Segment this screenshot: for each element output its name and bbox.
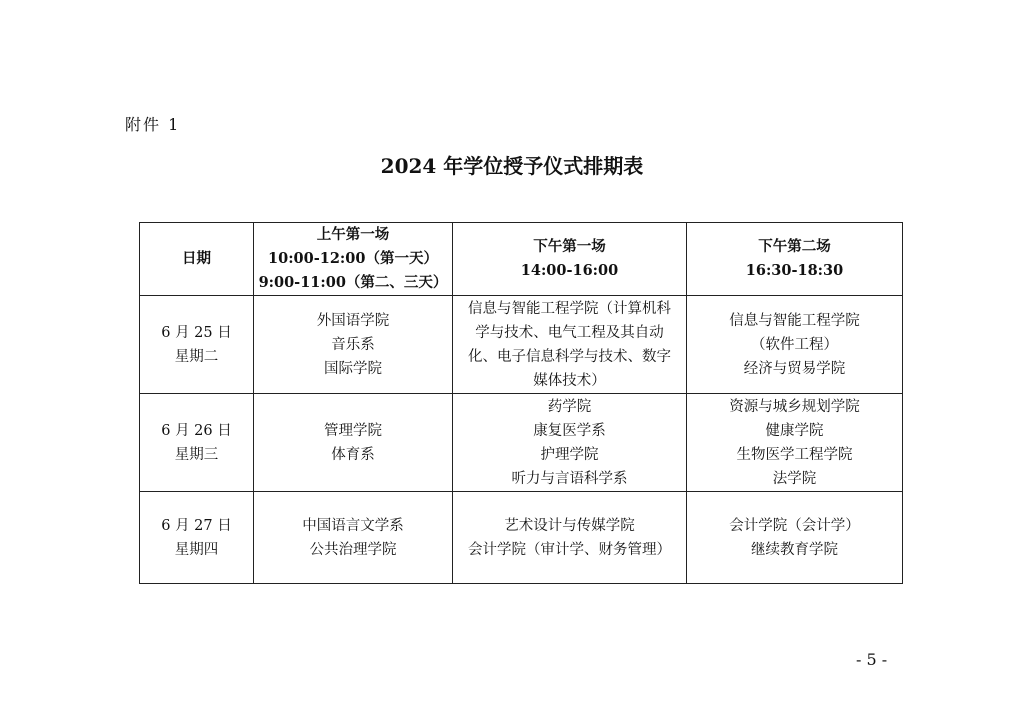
school-name: 外国语学院 xyxy=(316,312,390,329)
cell-afternoon1 xyxy=(453,492,687,584)
attachment-label: 附件 1 xyxy=(125,115,181,134)
school-name: 化、电子信息科学与技术、数字 xyxy=(468,348,671,365)
school-name: 音乐系 xyxy=(331,336,375,353)
date-text: 6 月 25 日 xyxy=(161,324,232,341)
header-afternoon2-time: 16:30-18:30 xyxy=(745,262,844,279)
cell-afternoon2 xyxy=(687,492,903,584)
date-text: 6 月 26 日 xyxy=(161,422,232,439)
document-title: 2024 年学位授予仪式排期表 xyxy=(380,154,644,178)
school-name: 会计学院（会计学） xyxy=(729,517,860,534)
school-name: 艺术设计与传媒学院 xyxy=(504,517,635,534)
school-name: 健康学院 xyxy=(765,422,824,439)
cell-morning xyxy=(254,394,453,492)
cell-afternoon2 xyxy=(687,394,903,492)
table-row xyxy=(140,296,903,394)
school-name: 信息与智能工程学院 xyxy=(729,312,860,329)
cell-morning xyxy=(254,296,453,394)
school-name: 信息与智能工程学院（计算机科 xyxy=(468,300,671,317)
header-afternoon2-title: 下午第二场 xyxy=(758,238,831,255)
header-date-label: 日期 xyxy=(182,250,211,267)
weekday-text: 星期三 xyxy=(174,446,219,463)
school-name: 药学院 xyxy=(547,398,592,415)
school-name: 康复医学系 xyxy=(533,422,606,439)
page-number: - 5 - xyxy=(856,650,888,669)
cell-morning xyxy=(254,492,453,584)
header-morning-time-day1: 10:00-12:00（第一天） xyxy=(268,250,438,267)
header-morning xyxy=(254,223,453,296)
date-text: 6 月 27 日 xyxy=(161,517,232,534)
cell-date xyxy=(140,492,254,584)
weekday-text: 星期四 xyxy=(174,541,219,558)
school-name: 体育系 xyxy=(331,446,375,463)
header-afternoon2 xyxy=(687,223,903,296)
school-name: 生物医学工程学院 xyxy=(736,446,853,463)
cell-afternoon1 xyxy=(453,296,687,394)
school-name: 资源与城乡规划学院 xyxy=(729,398,860,415)
school-name: 国际学院 xyxy=(324,360,382,377)
school-name: 会计学院（审计学、财务管理） xyxy=(468,541,671,558)
schedule-table xyxy=(139,222,903,584)
school-name: 护理学院 xyxy=(540,446,599,463)
cell-date xyxy=(140,296,254,394)
cell-afternoon2 xyxy=(687,296,903,394)
header-date xyxy=(140,223,254,296)
header-afternoon1 xyxy=(453,223,687,296)
cell-afternoon1 xyxy=(453,394,687,492)
table-row xyxy=(140,492,903,584)
header-afternoon1-time: 14:00-16:00 xyxy=(520,262,619,279)
school-name: 媒体技术） xyxy=(533,372,606,389)
school-name: 公共治理学院 xyxy=(309,541,397,558)
school-name: 中国语言文学系 xyxy=(302,517,404,534)
header-afternoon1-title: 下午第一场 xyxy=(533,238,606,255)
school-name: 听力与言语科学系 xyxy=(511,470,628,487)
school-name: 继续教育学院 xyxy=(751,541,838,558)
header-row xyxy=(140,223,903,296)
school-name: 法学院 xyxy=(772,470,817,487)
school-name: 管理学院 xyxy=(324,422,382,439)
cell-date xyxy=(140,394,254,492)
school-name: （软件工程） xyxy=(751,336,838,353)
table-row xyxy=(140,394,903,492)
weekday-text: 星期二 xyxy=(174,348,219,365)
header-morning-title: 上午第一场 xyxy=(316,226,390,243)
school-name: 经济与贸易学院 xyxy=(743,360,846,377)
header-morning-time-day23: 9:00-11:00（第二、三天） xyxy=(258,274,448,291)
school-name: 学与技术、电气工程及其自动 xyxy=(475,324,664,341)
